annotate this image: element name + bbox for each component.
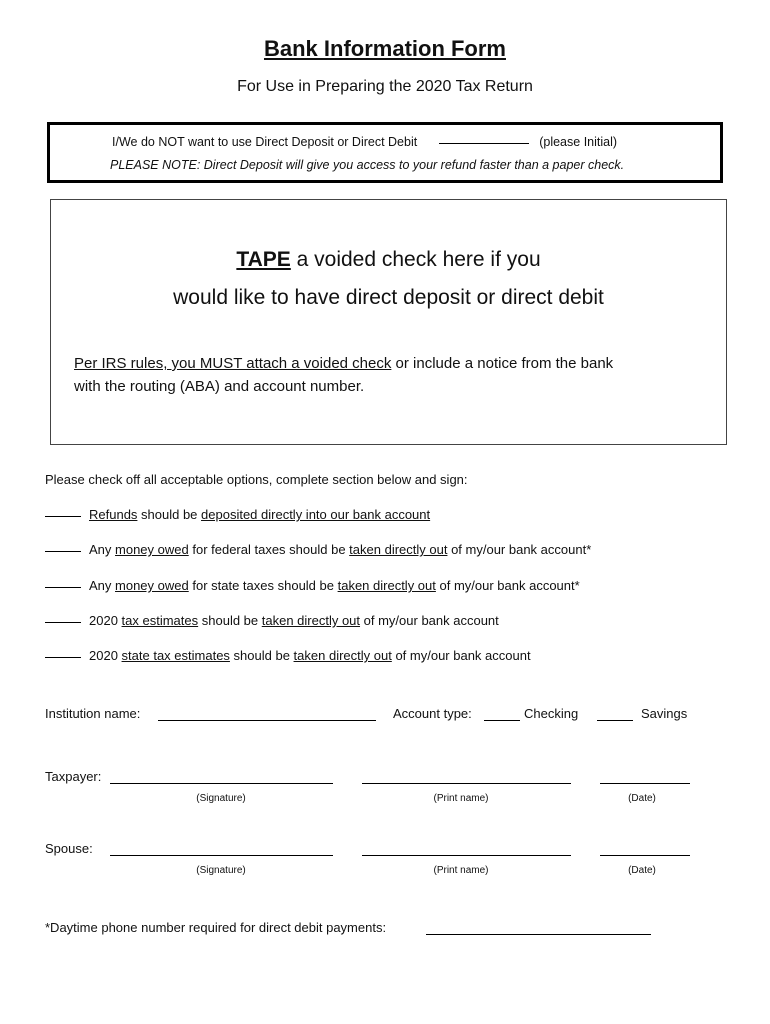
spouse-label: Spouse: xyxy=(45,841,93,856)
irs-rule-emphasis: Per IRS rules, you MUST attach a voided check xyxy=(74,355,392,372)
option-text-emphasis: taken directly out xyxy=(337,578,436,593)
signature-caption: (Signature) xyxy=(196,793,246,804)
taxpayer-label: Taxpayer: xyxy=(45,769,102,784)
tape-instruction-line1 xyxy=(51,248,726,272)
print-name-caption: (Print name) xyxy=(433,793,489,804)
option-text-emphasis: state tax estimates xyxy=(121,648,230,663)
irs-rule-rest: or include a notice from the bank xyxy=(391,355,614,372)
savings-label: Savings xyxy=(641,706,688,721)
tape-instruction-line2: would like to have direct deposit or direct debit xyxy=(173,286,604,309)
irs-rule-line2: with the routing (ABA) and account number. xyxy=(74,378,365,395)
option-text-emphasis: money owed xyxy=(115,578,189,593)
tape-keyword: TAPE xyxy=(236,248,291,271)
opt-out-note: PLEASE NOTE: Direct Deposit will give you access to your refund faster than a paper check. xyxy=(110,158,625,172)
phone-label: *Daytime phone number required for direct debit payments: xyxy=(45,920,387,935)
date-caption: (Date) xyxy=(628,865,656,876)
form-title: Bank Information Form xyxy=(263,36,506,61)
option-text: for federal taxes should be xyxy=(188,542,350,557)
option-row xyxy=(45,648,531,663)
initial-label: (please Initial) xyxy=(539,135,618,149)
option-check-field[interactable] xyxy=(45,516,81,517)
option-text: of my/our bank account xyxy=(360,613,499,628)
voided-check-area xyxy=(50,199,727,445)
spouse-date-field[interactable] xyxy=(600,855,690,856)
print-name-caption: (Print name) xyxy=(433,865,489,876)
option-text-emphasis: taken directly out xyxy=(293,648,392,663)
option-row xyxy=(45,578,580,593)
option-check-field[interactable] xyxy=(45,657,81,658)
option-text-emphasis: tax estimates xyxy=(121,613,199,628)
opt-out-text: I/We do NOT want to use Direct Deposit or Direct Debit xyxy=(112,135,418,149)
option-row xyxy=(45,507,430,522)
option-text: of my/our bank account* xyxy=(435,578,580,593)
taxpayer-signature-field[interactable] xyxy=(110,783,333,784)
signature-caption: (Signature) xyxy=(196,865,246,876)
spouse-print-name-field[interactable] xyxy=(362,855,571,856)
checking-check-field[interactable] xyxy=(484,720,520,721)
option-text-emphasis: money owed xyxy=(115,542,189,557)
option-text: should be xyxy=(229,648,294,663)
option-text: of my/our bank account* xyxy=(447,542,592,557)
savings-check-field[interactable] xyxy=(597,720,633,721)
spouse-signature-field[interactable] xyxy=(110,855,333,856)
option-text: of my/our bank account xyxy=(391,648,531,663)
tape-line1-rest: a voided check here if you xyxy=(290,248,541,271)
option-text-emphasis: deposited directly into our bank account xyxy=(201,507,431,522)
option-text: should be xyxy=(137,507,202,522)
irs-rule-line1 xyxy=(74,355,613,372)
option-text: 2020 xyxy=(89,613,122,628)
institution-name-label: Institution name: xyxy=(45,706,141,721)
account-type-label: Account type: xyxy=(393,706,472,721)
date-caption: (Date) xyxy=(628,793,656,804)
option-text: should be xyxy=(198,613,262,628)
phone-number-field[interactable] xyxy=(426,934,651,935)
option-row xyxy=(45,613,499,628)
form-subtitle: For Use in Preparing the 2020 Tax Return xyxy=(237,78,533,95)
taxpayer-print-name-field[interactable] xyxy=(362,783,571,784)
opt-out-box xyxy=(47,122,723,183)
option-check-field[interactable] xyxy=(45,622,81,623)
option-row xyxy=(45,542,591,557)
option-text: for state taxes should be xyxy=(188,578,338,593)
option-text-emphasis: Refunds xyxy=(89,507,138,522)
option-text: Any xyxy=(89,578,116,593)
option-text: Any xyxy=(89,542,116,557)
taxpayer-date-field[interactable] xyxy=(600,783,690,784)
option-check-field[interactable] xyxy=(45,587,81,588)
institution-name-field[interactable] xyxy=(158,720,376,721)
option-text-emphasis: taken directly out xyxy=(349,542,448,557)
option-check-field[interactable] xyxy=(45,551,81,552)
checking-label: Checking xyxy=(524,706,579,721)
opt-out-line xyxy=(112,135,617,149)
options-intro: Please check off all acceptable options, complete section below and sign: xyxy=(45,472,468,487)
initial-field[interactable] xyxy=(439,143,529,144)
option-text-emphasis: taken directly out xyxy=(261,613,361,628)
option-text: 2020 xyxy=(89,648,122,663)
